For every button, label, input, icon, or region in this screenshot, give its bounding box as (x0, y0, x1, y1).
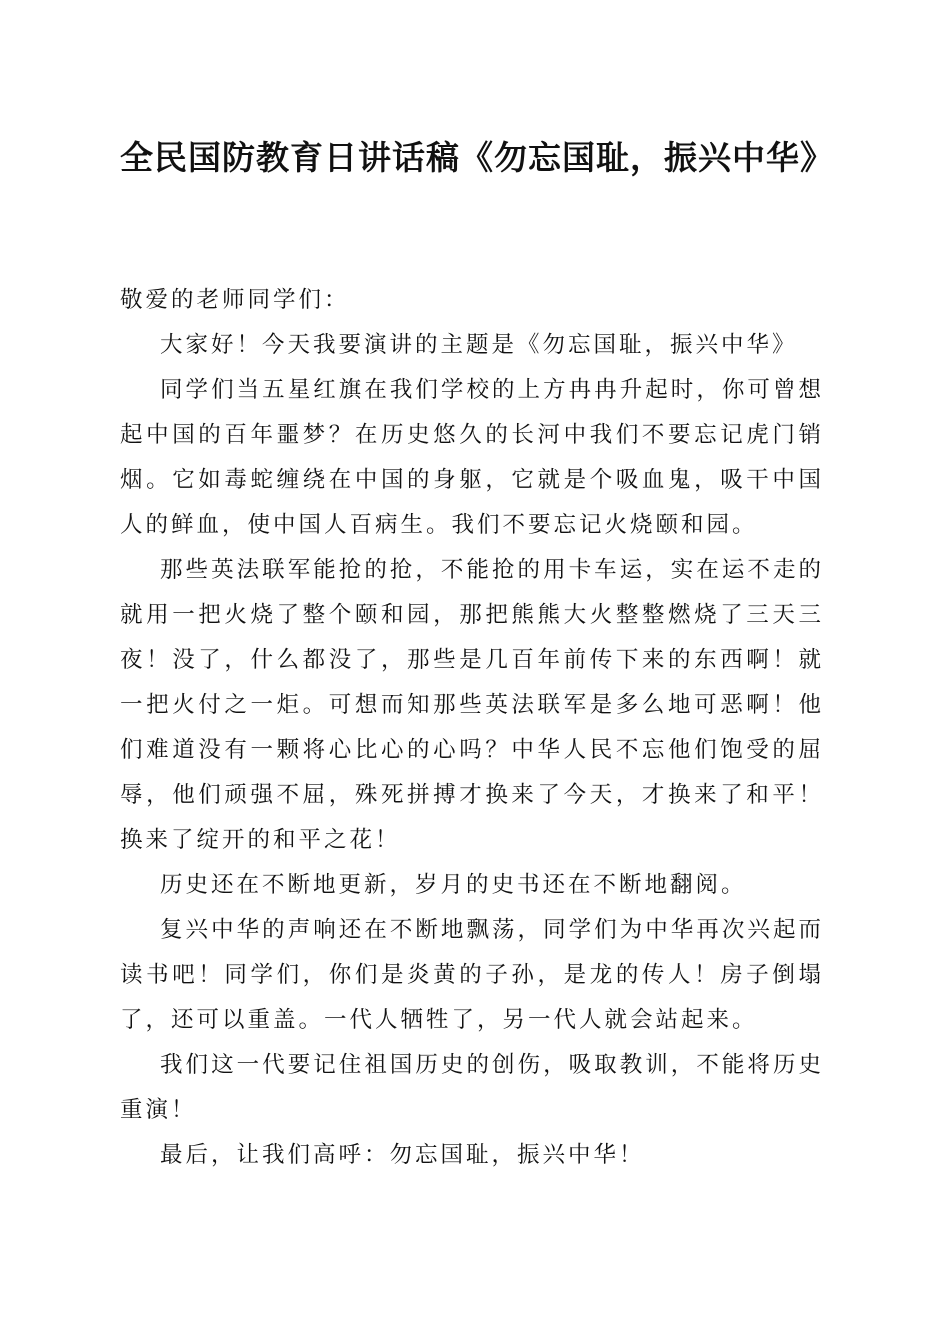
paragraph-revival: 复兴中华的声响还在不断地飘荡，同学们为中华再次兴起而读书吧！同学们，你们是炎黄的子孙，是龙的传人！房子倒塌了，还可以重盖。一代人牺牲了，另一代人就会站起来。 (120, 917, 824, 1033)
paragraph-summer-palace: 那些英法联军能抢的抢，不能抢的用卡车运，实在运不走的就用一把火烧了整个颐和园，那把熊熊大火整整燃烧了三天三夜！没了，什么都没了，那些是几百年前传下来的东西啊！就一把火付之一炬。可想而知那些英法联军是多么地可恶啊！他们难道没有一颗将心比心的心吗？中华人民不忘他们饱受的屈辱，他们顽强不屈，殊死拼搏才换来了今天，才换来了和平！换来了绽开的和平之花！ (120, 557, 824, 853)
document-body (120, 278, 824, 1178)
paragraph-history: 历史还在不断地更新，岁月的史书还在不断地翻阅。 (160, 872, 747, 898)
paragraph-humen: 同学们当五星红旗在我们学校的上方冉冉升起时，你可曾想起中国的百年噩梦？在历史悠久的长河中我们不要忘记虎门销烟。它如毒蛇缠绕在中国的身躯，它就是个吸血鬼，吸干中国人的鲜血，使中国人百病生。我们不要忘记火烧颐和园。 (120, 377, 824, 538)
salutation: 敬爱的老师同学们： (120, 287, 350, 313)
paragraph-closing: 最后，让我们高呼：勿忘国耻，振兴中华！ (160, 1142, 645, 1168)
paragraph-greeting: 大家好！今天我要演讲的主题是《勿忘国耻，振兴中华》 (160, 332, 798, 358)
document-title: 全民国防教育日讲话稿《勿忘国耻，振兴中华》 (120, 138, 834, 177)
paragraph-lesson: 我们这一代要记住祖国历史的创伤，吸取教训，不能将历史重演！ (120, 1052, 824, 1123)
